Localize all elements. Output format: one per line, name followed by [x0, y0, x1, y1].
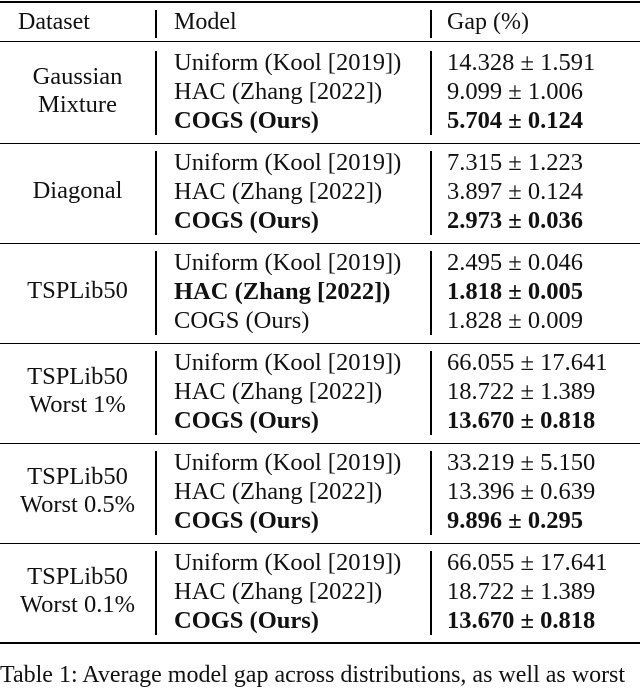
header-dataset: Dataset: [18, 9, 90, 35]
model-cell: COGS (Ours): [174, 307, 310, 334]
dataset-label: Worst 1%: [29, 391, 126, 418]
gap-cell: 14.328 ± 1.591: [447, 49, 596, 76]
column-divider: [155, 10, 157, 38]
dataset-label: Mixture: [38, 91, 117, 118]
column-divider: [430, 51, 432, 135]
model-cell: COGS (Ours): [174, 607, 319, 634]
column-divider: [430, 551, 432, 635]
gap-cell: 33.219 ± 5.150: [447, 449, 596, 476]
column-divider: [430, 251, 432, 335]
dataset-label: Diagonal: [32, 177, 123, 204]
model-cell: COGS (Ours): [174, 207, 319, 234]
model-cell: Uniform (Kool [2019]): [174, 149, 402, 176]
model-cell: Uniform (Kool [2019]): [174, 449, 402, 476]
gap-cell: 9.896 ± 0.295: [447, 507, 583, 534]
column-divider: [155, 551, 157, 635]
group-separator: [0, 443, 640, 444]
model-cell: Uniform (Kool [2019]): [174, 549, 402, 576]
dataset-label: Gaussian: [32, 63, 123, 90]
column-divider: [155, 251, 157, 335]
model-cell: HAC (Zhang [2022]): [174, 178, 383, 205]
group-separator: [0, 543, 640, 544]
group-separator: [0, 343, 640, 344]
table-bottom-rule: [0, 642, 640, 644]
header-rule: [0, 41, 640, 42]
gap-cell: 9.099 ± 1.006: [447, 78, 583, 105]
model-cell: HAC (Zhang [2022]): [174, 578, 383, 605]
header-model: Model: [174, 9, 237, 35]
model-cell: Uniform (Kool [2019]): [174, 349, 402, 376]
gap-cell: 1.828 ± 0.009: [447, 307, 583, 334]
gap-cell: 13.670 ± 0.818: [447, 407, 596, 434]
model-cell: HAC (Zhang [2022]): [174, 378, 383, 405]
column-divider: [155, 451, 157, 535]
gap-cell: 13.670 ± 0.818: [447, 607, 596, 634]
dataset-label: TSPLib50: [27, 563, 128, 590]
dataset-label: TSPLib50: [27, 363, 128, 390]
model-cell: HAC (Zhang [2022]): [174, 78, 383, 105]
column-divider: [430, 151, 432, 235]
gap-cell: 18.722 ± 1.389: [447, 378, 596, 405]
group-separator: [0, 143, 640, 144]
column-divider: [430, 451, 432, 535]
model-cell: COGS (Ours): [174, 407, 319, 434]
gap-cell: 13.396 ± 0.639: [447, 478, 596, 505]
column-divider: [430, 351, 432, 435]
dataset-label: Worst 0.1%: [19, 591, 136, 618]
model-cell: Uniform (Kool [2019]): [174, 249, 402, 276]
gap-cell: 18.722 ± 1.389: [447, 578, 596, 605]
model-cell: COGS (Ours): [174, 107, 319, 134]
table-caption: Table 1: Average model gap across distributions, as well as worst: [0, 662, 626, 688]
column-divider: [155, 351, 157, 435]
gap-cell: 1.818 ± 0.005: [447, 278, 583, 305]
gap-cell: 2.495 ± 0.046: [447, 249, 583, 276]
gap-cell: 66.055 ± 17.641: [447, 349, 608, 376]
dataset-label: TSPLib50: [27, 463, 128, 490]
gap-cell: 66.055 ± 17.641: [447, 549, 608, 576]
column-divider: [430, 10, 432, 38]
column-divider: [155, 51, 157, 135]
dataset-label: Worst 0.5%: [19, 491, 136, 518]
gap-cell: 2.973 ± 0.036: [447, 207, 583, 234]
model-cell: COGS (Ours): [174, 507, 319, 534]
gap-cell: 3.897 ± 0.124: [447, 178, 583, 205]
column-divider: [155, 151, 157, 235]
model-cell: HAC (Zhang [2022]): [174, 278, 391, 305]
model-cell: Uniform (Kool [2019]): [174, 49, 402, 76]
model-cell: HAC (Zhang [2022]): [174, 478, 383, 505]
header-gap: Gap (%): [447, 9, 529, 35]
table-top-rule: [0, 1, 640, 3]
gap-cell: 7.315 ± 1.223: [447, 149, 583, 176]
dataset-label: TSPLib50: [27, 277, 128, 304]
gap-cell: 5.704 ± 0.124: [447, 107, 583, 134]
group-separator: [0, 243, 640, 244]
